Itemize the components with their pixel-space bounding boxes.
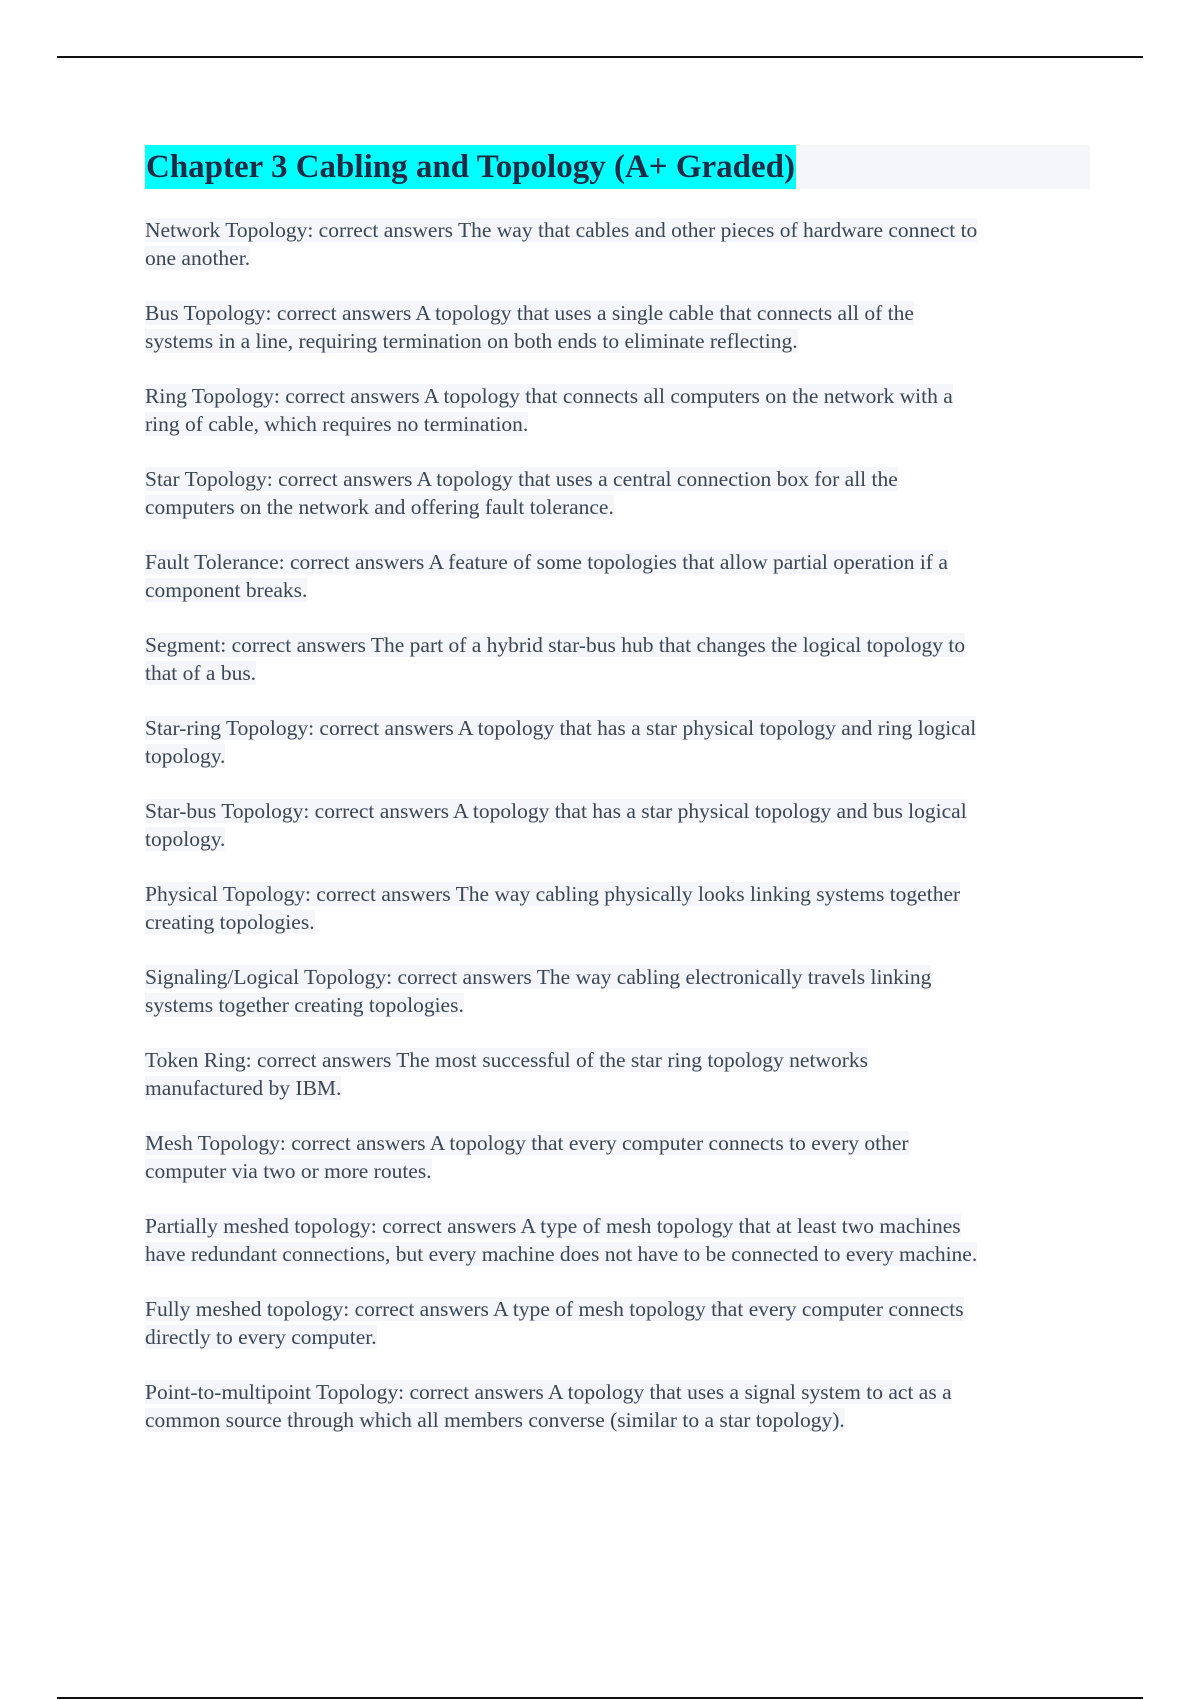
title-row: [145, 145, 1090, 189]
definition-entry: [145, 1129, 1090, 1185]
entry-line: Physical Topology: correct answers The way cabling physically looks linking systems together: [145, 882, 961, 906]
definition-entry: [145, 1212, 1090, 1268]
entry-line: Bus Topology: correct answers A topology that uses a single cable that connects all of the: [145, 301, 914, 325]
entry-line: Signaling/Logical Topology: correct answers The way cabling electronically travels linking: [145, 965, 932, 989]
entry-line: Point-to-multipoint Topology: correct answers A topology that uses a signal system to act as a: [145, 1380, 952, 1404]
definition-entry: [145, 797, 1090, 853]
entry-line: systems in a line, requiring termination on both ends to eliminate reflecting.: [145, 329, 798, 353]
entry-line: one another.: [145, 246, 251, 270]
top-rule: [57, 56, 1143, 58]
definition-entry: [145, 714, 1090, 770]
document-title: Chapter 3 Cabling and Topology (A+ Graded): [145, 145, 796, 189]
entry-line: Partially meshed topology: correct answers A type of mesh topology that at least two machines: [145, 1214, 961, 1238]
definition-entry: [145, 1295, 1090, 1351]
entry-line: Fault Tolerance: correct answers A feature of some topologies that allow partial operation if a: [145, 550, 948, 574]
definition-entry: [145, 216, 1090, 272]
definition-entry: [145, 1378, 1090, 1434]
entry-line: Star-bus Topology: correct answers A topology that has a star physical topology and bus logical: [145, 799, 967, 823]
entry-line: that of a bus.: [145, 661, 257, 685]
definition-entry: [145, 1046, 1090, 1102]
entry-line: Star-ring Topology: correct answers A topology that has a star physical topology and ring logical: [145, 716, 977, 740]
document-body: [145, 145, 1090, 1461]
entry-line: Fully meshed topology: correct answers A type of mesh topology that every computer connects: [145, 1297, 964, 1321]
definition-entry: [145, 548, 1090, 604]
entry-line: common source through which all members converse (similar to a star topology).: [145, 1408, 845, 1432]
definition-entry: [145, 465, 1090, 521]
entry-line: creating topologies.: [145, 910, 315, 934]
entry-line: have redundant connections, but every machine does not have to be connected to every machine.: [145, 1242, 978, 1266]
entry-line: topology.: [145, 744, 226, 768]
definition-list: [145, 216, 1090, 1434]
definition-entry: [145, 299, 1090, 355]
entry-line: Ring Topology: correct answers A topology that connects all computers on the network with a: [145, 384, 953, 408]
bottom-rule: [57, 1697, 1143, 1699]
entry-line: directly to every computer.: [145, 1325, 377, 1349]
entry-line: computer via two or more routes.: [145, 1159, 432, 1183]
definition-entry: [145, 880, 1090, 936]
entry-line: component breaks.: [145, 578, 308, 602]
entry-line: Star Topology: correct answers A topology that uses a central connection box for all the: [145, 467, 898, 491]
definition-entry: [145, 631, 1090, 687]
entry-line: computers on the network and offering fault tolerance.: [145, 495, 614, 519]
entry-line: ring of cable, which requires no termination.: [145, 412, 529, 436]
entry-line: topology.: [145, 827, 226, 851]
entry-line: systems together creating topologies.: [145, 993, 464, 1017]
entry-line: Token Ring: correct answers The most successful of the star ring topology networks: [145, 1048, 868, 1072]
entry-line: Segment: correct answers The part of a hybrid star-bus hub that changes the logical topology to: [145, 633, 966, 657]
entry-line: Mesh Topology: correct answers A topology that every computer connects to every other: [145, 1131, 909, 1155]
definition-entry: [145, 382, 1090, 438]
definition-entry: [145, 963, 1090, 1019]
entry-line: manufactured by IBM.: [145, 1076, 342, 1100]
entry-line: Network Topology: correct answers The way that cables and other pieces of hardware connect to: [145, 218, 978, 242]
